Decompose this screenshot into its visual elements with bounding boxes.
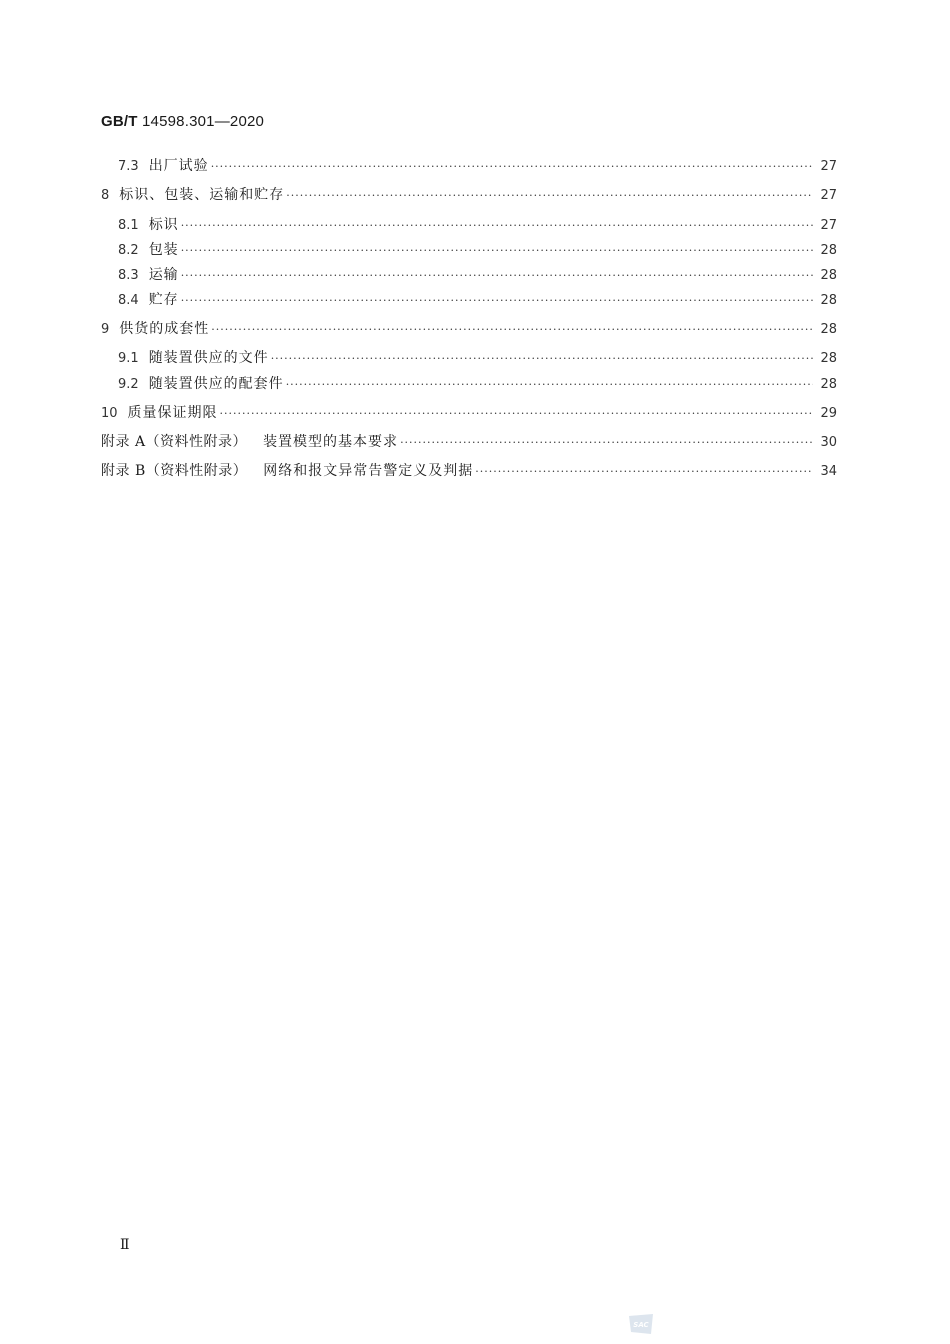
toc-section-title: 质量保证期限 [127,405,218,421]
toc-section-number: 8.2 [118,243,139,258]
toc-section-number: 8 [101,188,110,203]
toc-entry[interactable] [101,403,837,423]
toc-leader-dots [211,157,813,177]
toc-page-number: 27 [820,188,837,203]
toc-section-title: 出厂试验 [148,158,209,174]
toc-annex-label: 附录 A（资料性附录） [101,434,248,450]
toc-leader-dots [271,349,813,369]
toc-page-number: 29 [820,406,837,421]
toc-page-number: 30 [820,435,837,450]
toc-page-number: 28 [820,268,837,283]
standard-code: GB/T [101,113,138,130]
toc-section-number: 10 [101,406,118,421]
toc-entry[interactable] [118,348,837,368]
toc-section-number: 7.3 [118,159,139,174]
toc-entry-annex-a[interactable] [101,432,837,452]
toc-entry[interactable] [118,290,837,310]
toc-section-title: 随装置供应的文件 [148,350,269,366]
page-number-footer: Ⅱ [120,1237,130,1253]
toc-page-number: 28 [820,322,837,337]
toc-page-number: 28 [820,293,837,308]
toc-page-number: 34 [820,464,837,479]
toc-entry[interactable] [118,240,837,260]
toc-page-number: 28 [820,377,837,392]
toc-leader-dots [181,216,813,236]
toc-section-number: 8.1 [118,218,139,233]
toc-leader-dots [220,404,813,424]
toc-entry[interactable] [118,215,837,235]
toc-page-number: 28 [820,351,837,366]
toc-page-number: 27 [820,159,837,174]
toc-leader-dots [475,462,813,482]
toc-section-title: 标识、包装、运输和贮存 [119,187,285,203]
toc-entry[interactable] [118,156,837,176]
toc-section-title: 随装置供应的配套件 [148,376,284,392]
toc-entry[interactable] [118,265,837,285]
toc-leader-dots [286,186,813,206]
toc-section-title: 网络和报文异常告警定义及判据 [263,463,474,479]
toc-section-number: 8.3 [118,268,139,283]
sac-logo-icon [627,1312,655,1336]
toc-entry[interactable] [101,319,837,339]
toc-leader-dots [181,266,813,286]
toc-annex-label: 附录 B（资料性附录） [101,463,248,479]
toc-section-number: 9 [101,322,110,337]
toc-page-number: 28 [820,243,837,258]
toc-leader-dots [400,433,813,453]
toc-entry-annex-b[interactable] [101,461,837,481]
toc-page-number: 27 [820,218,837,233]
toc-section-title: 包装 [148,242,179,258]
toc-section-title: 标识 [148,217,179,233]
toc-section-title: 贮存 [148,292,179,308]
toc-entry[interactable] [101,185,837,205]
toc-entry[interactable] [118,374,837,394]
standard-number: 14598.301—2020 [142,113,265,130]
toc-section-title: 供货的成套性 [119,321,210,337]
toc-section-number: 8.4 [118,293,139,308]
toc-leader-dots [181,241,813,261]
toc-leader-dots [211,320,813,340]
toc-leader-dots [286,375,813,395]
toc-section-number: 9.2 [118,377,139,392]
toc-section-number: 9.1 [118,351,139,366]
toc-leader-dots [181,291,813,311]
svg-text:SAC: SAC [633,1321,649,1329]
toc-section-title: 运输 [148,267,179,283]
toc-section-title: 装置模型的基本要求 [263,434,399,450]
